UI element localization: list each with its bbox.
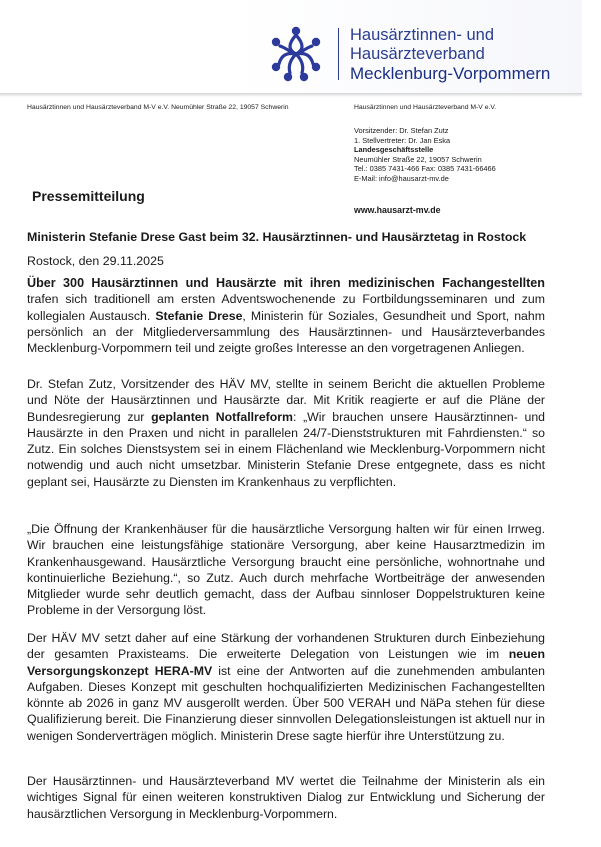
paragraph-4-text-b: ist eine der Antworten auf die zunehmenden ambulanten Aufgaben. Dieses Konzept mit geschulten hochqualifizierten Medizinischen Fachangestellten könnte ab 2026 in ganz MV ausgerollt werden. Über 500 VERAH und NäPa stehen für diese Qualifizierung bereit. Die Finanzierung dieser sinnvollen Delegationsleistungen ist aktuell nur in wenigen Sonderverträgen möglich. Ministerin Drese sagte hierfür ihre Unterstützung zu. xyxy=(27,663,545,743)
paragraph-1 xyxy=(27,275,545,356)
document-type-label: Pressemitteilung xyxy=(32,188,145,204)
paragraph-2 xyxy=(27,376,545,490)
paragraph-4-text-a: Der HÄV MV setzt daher auf eine Stärkung der vorhandenen Strukturen durch Einbeziehung der gesamten Praxisteams. Die erweiterte Delegation von Leistungen wie im xyxy=(27,631,545,662)
contact-block xyxy=(354,126,496,184)
sender-address-line: Hausärztinnen und Hausärzteverband M-V e.V. Neumühler Straße 22, 19057 Schwerin xyxy=(27,104,289,111)
org-name-line-3: Mecklenburg-Vorpommern xyxy=(350,64,551,83)
org-name-line-1: Hausärztinnen- und xyxy=(350,26,495,44)
press-release-title: Ministerin Stefanie Drese Gast beim 32. Hausärztinnen- und Hausärztetag in Rostock xyxy=(27,230,527,244)
paragraph-2-text-b: : „Wir brauchen unsere Hausärztinnen- und Hausärzte in den Praxen und nicht in parallelen 24/7-Dienststrukturen mit Fahrdiensten.“ so Zutz. Ein solches Dienstsystem sei in einem Flächenland wie Mecklenburg-Vorpommern nicht notwendig und auch nicht umsetzbar. Ministerin Stefanie Drese entgegnete, dass es nicht geplant sei, Hausärzte zu Diensten im Krankenhaus zu verpflichten. xyxy=(27,409,545,489)
paragraph-1-lead: Über 300 Hausärztinnen und Hausärzte mit ihren medizinischen Fachangestellten xyxy=(27,276,545,290)
letterhead-shadow xyxy=(0,93,582,97)
paragraph-4 xyxy=(27,630,545,744)
email-line: E-Mail: info@hausarzt-mv.de xyxy=(354,173,449,183)
dateline: Rostock, den 29.11.2025 xyxy=(27,254,164,268)
paragraph-1-text-a: trafen sich traditionell am ersten Adventswochenende zu Fortbildungsseminaren und zum kollegialen Austausch. xyxy=(27,292,545,323)
sender-name-right: Hausärztinnen und Hausärzteverband M-V e.V. xyxy=(354,104,497,111)
office-label: Landesgeschäftsstelle xyxy=(354,145,434,155)
phone-fax-line: Tel.: 0385 7431-466 Fax: 0385 7431-66466 xyxy=(354,164,496,174)
minister-name: Stefanie Drese xyxy=(155,308,243,323)
paragraph-1-text-b: , Ministerin für Soziales, Gesundheit und Sport, nahm persönlich an der Mitgliederversammlung des Hausärztinnen- und Hausärzteverbandes Mecklenburg-Vorpommern teil und zeigte großes Interesse an den vorgetragenen Anliegen. xyxy=(27,308,545,355)
association-logo-icon xyxy=(268,26,324,82)
chair-line: Vorsitzender: Dr. Stefan Zutz xyxy=(354,126,449,135)
office-address: Neumühler Straße 22, 19057 Schwerin xyxy=(354,154,482,164)
paragraph-2-text-a: Dr. Stefan Zutz, Vorsitzender des HÄV MV, stellte in seinem Bericht die aktuellen Probleme und Nöte der Hausärztinnen und Hausärzte dar. Mit Kritik reagierte er auf die Pläne der Bundesregierung zur xyxy=(27,377,545,424)
paragraph-5: Der Hausärztinnen- und Hausärzteverband MV wertet die Teilnahme der Ministerin als ein wichtiges Signal für einen weiteren konstruktiven Dialog zur Entwicklung und Sicherung der hausärztlichen Versorgung in Mecklenburg-Vorpommern. xyxy=(27,774,545,821)
paragraph-3: „Die Öffnung der Krankenhäuser für die hausärztliche Versorgung halten wir für einen Irrweg. Wir brauchen eine leistungsfähige stationäre Versorgung, aber keine Hausarztmedizin im Krankenhausgewand. Hausärztliche Versorgung braucht eine persönliche, wohnortnahe und kontinuierliche Beziehung.“, so Zutz. Auch durch mehrfache Wortbeiträge der anwesenden Mitglieder wurde sehr deutlich gemacht, dass der Aufbau sinnloser Doppelstrukturen keine Probleme in der Versorgung löst. xyxy=(27,522,545,618)
org-name-line-2: Hausärzteverband xyxy=(350,45,485,63)
logo-divider xyxy=(338,28,339,80)
website-link[interactable]: www.hausarzt-mv.de xyxy=(354,205,441,215)
hera-mv-highlight: neuen Versorgungskonzept HERA-MV xyxy=(27,647,545,678)
emergency-reform-highlight: geplanten Notfallreform xyxy=(151,409,293,424)
deputy-line: 1. Stellvertreter: Dr. Jan Eska xyxy=(354,135,451,145)
